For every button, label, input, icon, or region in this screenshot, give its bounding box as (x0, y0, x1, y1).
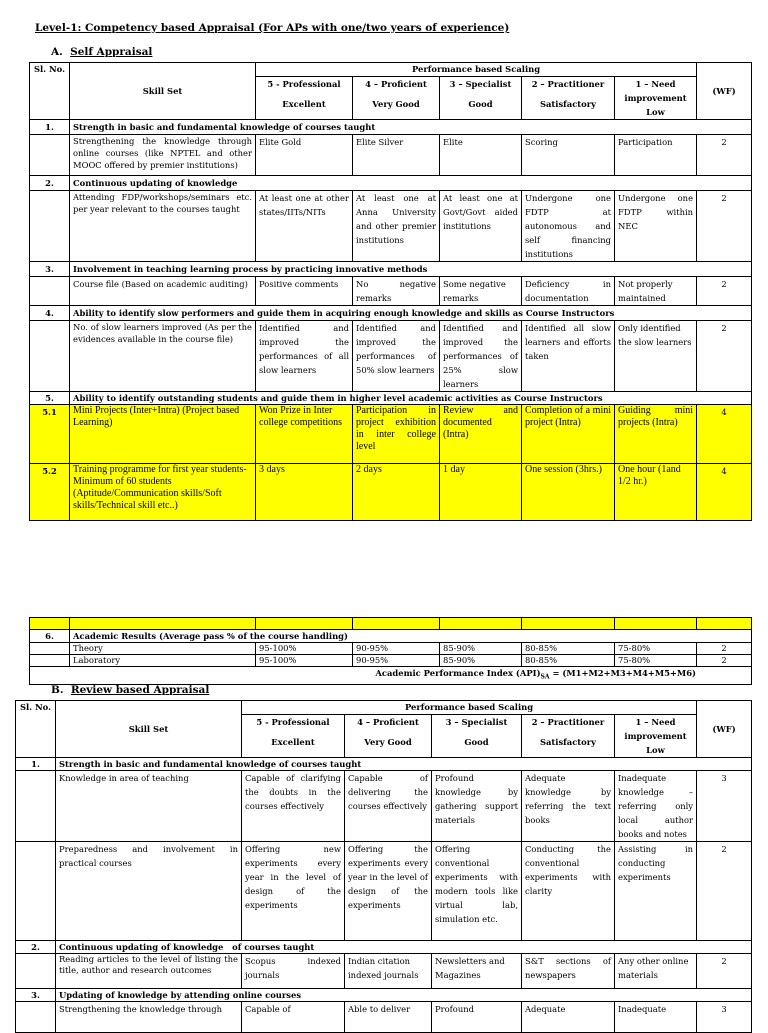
table-row (30, 191, 752, 262)
header-row-1 (16, 701, 752, 715)
table-cell: Offering conventional experiments with modern tools like virtual lab, simulation etc. (432, 842, 522, 941)
table-cell: Any other online materials (615, 954, 697, 989)
level-3-header: 3 – Specialist Good (440, 77, 522, 120)
self-appraisal-table (29, 62, 752, 521)
table-cell: 2 (697, 954, 752, 989)
table-cell: Assisting in conducting experiments (615, 842, 697, 941)
section-a-marker: A. (51, 46, 63, 58)
table-cell: Completion of a mini project (Intra) (522, 405, 615, 464)
table-cell: Training programme for first year students-Minimum of 60 students (Aptitude/Communication skills/Soft skills/Technical skill etc..) (70, 464, 256, 521)
table-cell: Updating of knowledge by attending online courses (56, 989, 752, 1002)
sl-no-header: Sl. No. (16, 701, 56, 758)
table-cell: Scopus indexed journals (242, 954, 345, 989)
table-row (16, 771, 752, 842)
scaling-header: Performance based Scaling (256, 63, 697, 77)
section-row (30, 392, 752, 405)
table-cell: 2 (697, 643, 752, 655)
table-cell (16, 1002, 56, 1033)
table-cell (16, 771, 56, 842)
table-row (30, 655, 752, 667)
table-cell (30, 618, 70, 630)
table-cell: 5.1 (30, 405, 70, 464)
table-cell: 2 days (353, 464, 440, 521)
wf-header: (WF) (697, 63, 752, 120)
table-cell: Mini Projects (Inter+Intra) (Project based Learning) (70, 405, 256, 464)
page-title: Level-1: Competency based Appraisal (For APs with one/two years of experience) (35, 22, 510, 34)
table-cell: 2 (697, 277, 752, 306)
table-cell: 5.2 (30, 464, 70, 521)
table-cell: Offering new experiments every year in the level of design of the experiments (242, 842, 345, 941)
table-cell: No negative remarks (353, 277, 440, 306)
table-cell: S&T sections of newspapers (522, 954, 615, 989)
section-row (16, 941, 752, 954)
table-cell: Strength in basic and fundamental knowledge of courses taught (70, 120, 752, 135)
table-cell (353, 618, 440, 630)
api-row (30, 667, 752, 685)
table-cell: Course file (Based on academic auditing) (70, 277, 256, 306)
table-row (30, 135, 752, 176)
header-row-1 (30, 63, 752, 77)
table-cell (16, 954, 56, 989)
section-row (16, 989, 752, 1002)
table-cell: 6. (30, 630, 70, 643)
table-cell: Newsletters and Magazines (432, 954, 522, 989)
table-cell: Able to deliver (345, 1002, 432, 1033)
table-cell: Deficiency in documentation (522, 277, 615, 306)
table-cell: Ability to identify outstanding students and guide them in higher level academic activities as Course Instructors (70, 392, 752, 405)
level-3-header: 3 – Specialist Good (432, 715, 522, 758)
table-cell (30, 135, 70, 176)
table-row (16, 1002, 752, 1033)
table-cell: 3 (697, 771, 752, 842)
table-cell: Identified and improved the performances of 50% slow learners (353, 321, 440, 392)
table-row (16, 842, 752, 941)
table-cell: 80-85% (522, 655, 615, 667)
section-row (30, 630, 752, 643)
section-row (30, 176, 752, 191)
table-cell: One hour (1and 1/2 hr.) (615, 464, 697, 521)
table-row (16, 954, 752, 989)
table-cell: Capable of delivering the courses effectively (345, 771, 432, 842)
table-cell: Continuous updating of knowledge (70, 176, 752, 191)
section-row (16, 758, 752, 771)
table-cell: Scoring (522, 135, 615, 176)
table-cell: Continuous updating of knowledge of courses taught (56, 941, 752, 954)
table-cell: One session (3hrs.) (522, 464, 615, 521)
table-cell: 85-90% (440, 643, 522, 655)
review-appraisal-table (15, 700, 752, 1033)
table-cell (522, 618, 615, 630)
table-cell: Review and documented (Intra) (440, 405, 522, 464)
table-cell (30, 277, 70, 306)
table-cell: Identified and improved the performances of all slow learners (256, 321, 353, 392)
level-1-header: 1 – Need improvement Low (615, 77, 697, 120)
table-cell: Elite (440, 135, 522, 176)
table-row (30, 643, 752, 655)
table-cell: 90-95% (353, 655, 440, 667)
table-cell: 1. (16, 758, 56, 771)
table-cell (256, 618, 353, 630)
table-cell: Indian citation indexed journals (345, 954, 432, 989)
table-cell: Conducting the conventional experiments with clarity (522, 842, 615, 941)
table-cell: At least one at Govt/Govt aided institutions (440, 191, 522, 262)
table-cell (30, 655, 70, 667)
table-cell: Laboratory (70, 655, 256, 667)
table-cell (70, 618, 256, 630)
table-cell: 2. (16, 941, 56, 954)
section-a-title: Self Appraisal (70, 46, 153, 58)
table-cell: Undergone one FDTP within NEC (615, 191, 697, 262)
table-cell: No. of slow learners improved (As per the evidences available in the course file) (70, 321, 256, 392)
table-cell: Inadequate knowledge – referring only local author books and notes (615, 771, 697, 842)
table-cell: Strengthening the knowledge through (56, 1002, 242, 1033)
table-cell: Involvement in teaching learning process by practicing innovative methods (70, 262, 752, 277)
table-cell (16, 842, 56, 941)
table-cell: 95-100% (256, 643, 353, 655)
table-cell: Positive comments (256, 277, 353, 306)
table-cell: Some negative remarks (440, 277, 522, 306)
skill-set-header: Skill Set (56, 701, 242, 758)
table-cell: Participation in project exhibition in inter college level (353, 405, 440, 464)
table-cell: Elite Gold (256, 135, 353, 176)
table-cell: 2 (697, 135, 752, 176)
table-row-highlighted (30, 464, 752, 521)
api-formula: Academic Performance Index $(API)_{SA} = (M1+M2+M3+M4+M5+M6)$ (30, 667, 752, 685)
table-cell: 1 day (440, 464, 522, 521)
table-cell (30, 321, 70, 392)
table-cell: Adequate (522, 1002, 615, 1033)
section-row (30, 120, 752, 135)
table-cell: Won Prize in Inter college competitions (256, 405, 353, 464)
table-cell: 75-80% (615, 643, 697, 655)
table-cell: Reading articles to the level of listing the title, author and research outcomes (56, 954, 242, 989)
table-cell: Undergone one FDTP at autonomous and self financing institutions (522, 191, 615, 262)
level-4-header: 4 – Proficient Very Good (353, 77, 440, 120)
table-cell: Profound knowledge by gathering support materials (432, 771, 522, 842)
table-cell: Elite Silver (353, 135, 440, 176)
table-cell: Not properly maintained (615, 277, 697, 306)
table-cell: Guiding mini projects (Intra) (615, 405, 697, 464)
table-cell: 85-90% (440, 655, 522, 667)
table-cell: At least one at other states/IITs/NITs (256, 191, 353, 262)
scaling-header: Performance based Scaling (242, 701, 697, 715)
table-row (30, 277, 752, 306)
level-2-header: 2 – Practitioner Satisfactory (522, 77, 615, 120)
table-cell: Offering the experiments every year in the level of design of the experiments (345, 842, 432, 941)
table-cell: 3. (30, 262, 70, 277)
table-cell: Identified all slow learners and efforts taken (522, 321, 615, 392)
blank-highlighted-row (30, 618, 752, 630)
level-5-header: 5 - Professional Excellent (256, 77, 353, 120)
wf-header: (WF) (697, 701, 752, 758)
table-cell: 95-100% (256, 655, 353, 667)
table-cell: Ability to identify slow performers and guide them in acquiring enough knowledge and skills as Course Instructors (70, 306, 752, 321)
table-cell: Academic Results (Average pass % of the course handling) (70, 630, 752, 643)
table-cell: Strength in basic and fundamental knowledge of courses taught (56, 758, 752, 771)
table-cell: Capable of (242, 1002, 345, 1033)
results-table (29, 617, 752, 685)
table-cell: 75-80% (615, 655, 697, 667)
table-cell: Adequate knowledge by referring the text books (522, 771, 615, 842)
table-cell: Preparedness and involvement in practical courses (56, 842, 242, 941)
section-b-title: Review based Appraisal (70, 684, 210, 696)
skill-set-header: Skill Set (70, 63, 256, 120)
table-cell: Knowledge in area of teaching (56, 771, 242, 842)
table-cell: 3. (16, 989, 56, 1002)
table-cell: 90-95% (353, 643, 440, 655)
table-row (30, 321, 752, 392)
table-cell: 2 (697, 655, 752, 667)
level-4-header: 4 – Proficient Very Good (345, 715, 432, 758)
level-1-header: 1 – Need improvement Low (615, 715, 697, 758)
table-cell: 2 (697, 191, 752, 262)
level-2-header: 2 – Practitioner Satisfactory (522, 715, 615, 758)
table-cell: Theory (70, 643, 256, 655)
table-cell: 2 (697, 842, 752, 941)
table-cell (30, 191, 70, 262)
table-cell: 3 days (256, 464, 353, 521)
table-cell: Participation (615, 135, 697, 176)
section-b-heading (51, 684, 209, 696)
table-cell: 5. (30, 392, 70, 405)
sl-no-header: Sl. No. (30, 63, 70, 120)
section-b-marker: B. (51, 684, 64, 696)
table-cell: Profound (432, 1002, 522, 1033)
section-row (30, 306, 752, 321)
table-cell: Attending FDP/workshops/seminars etc. per year relevant to the courses taught (70, 191, 256, 262)
table-cell: At least one at Anna University and other premier institutions (353, 191, 440, 262)
table-cell: 4 (697, 405, 752, 464)
table-cell: Strengthening the knowledge through online courses (like NPTEL and other MOOC offered by premier institutions) (70, 135, 256, 176)
table-cell (30, 643, 70, 655)
table-cell: 1. (30, 120, 70, 135)
section-row (30, 262, 752, 277)
table-cell: 3 (697, 1002, 752, 1033)
table-cell: 4. (30, 306, 70, 321)
table-cell: Only identified the slow learners (615, 321, 697, 392)
table-cell: Identified and improved the performances of 25% slow learners (440, 321, 522, 392)
section-a-heading (51, 46, 152, 58)
table-cell (615, 618, 697, 630)
table-cell: 4 (697, 464, 752, 521)
table-cell (697, 618, 752, 630)
table-cell: 2 (697, 321, 752, 392)
table-cell: Inadequate (615, 1002, 697, 1033)
table-row-highlighted (30, 405, 752, 464)
level-5-header: 5 - Professional Excellent (242, 715, 345, 758)
table-cell: Capable of clarifying the doubts in the courses effectively (242, 771, 345, 842)
table-cell (440, 618, 522, 630)
table-cell: 80-85% (522, 643, 615, 655)
table-cell: 2. (30, 176, 70, 191)
